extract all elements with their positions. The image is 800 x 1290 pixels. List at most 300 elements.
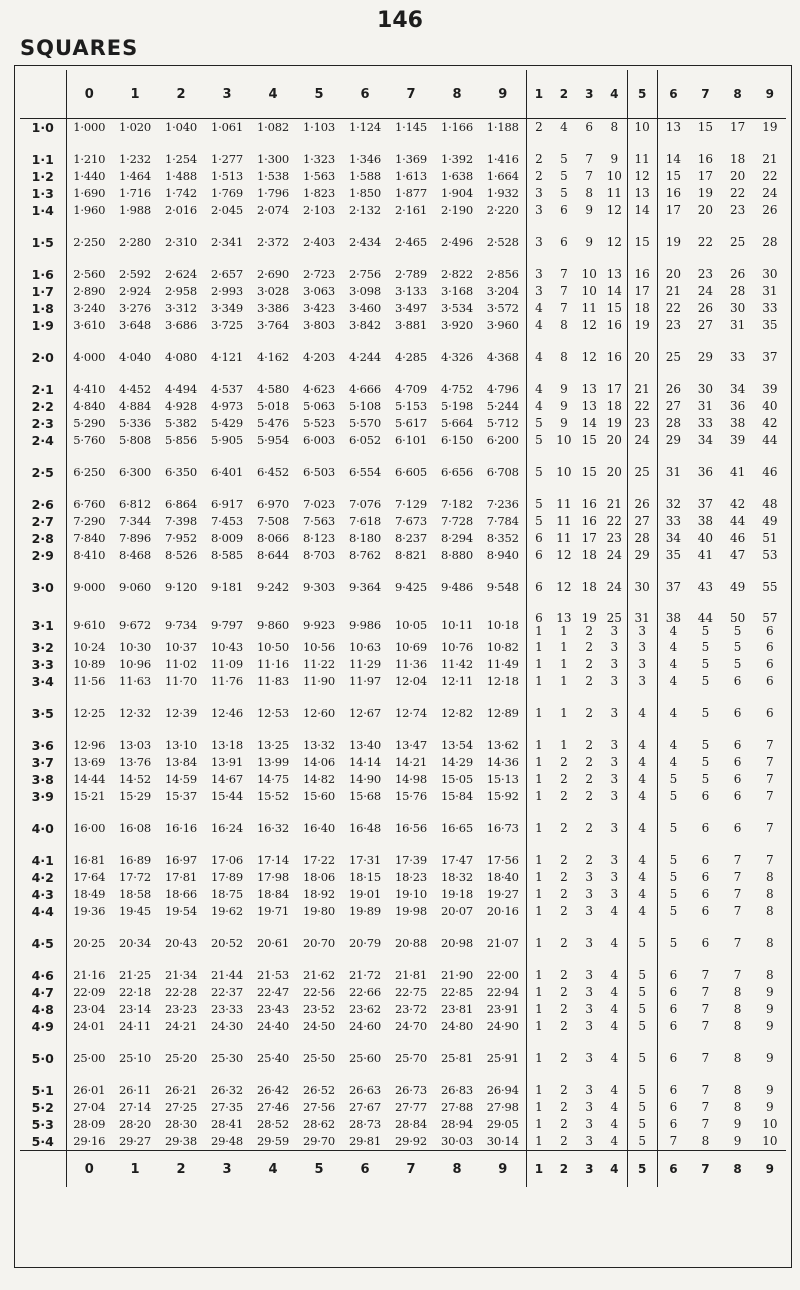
- mean-difference: 26: [762, 203, 778, 217]
- mean-difference: 1: [535, 1051, 543, 1065]
- mean-difference: 5: [627, 967, 657, 984]
- row-spacer: [20, 251, 786, 266]
- square-value: 7·896: [119, 531, 151, 545]
- mean-difference: 16: [581, 497, 597, 511]
- mean-difference: 1: [560, 674, 568, 688]
- mean-difference: 2: [560, 904, 568, 918]
- mean-difference: 5: [560, 152, 568, 166]
- square-value: 8·009: [211, 531, 243, 545]
- square-value: 26·11: [119, 1083, 151, 1097]
- header-col-6: 6: [342, 70, 388, 119]
- mean-difference: 41: [729, 465, 746, 479]
- mean-difference: 26: [729, 267, 746, 281]
- square-value: 28·94: [441, 1117, 473, 1131]
- square-value: 15·76: [395, 789, 427, 803]
- square-value: 6·503: [303, 465, 335, 479]
- square-value: 14·44: [73, 772, 106, 786]
- square-value: 21·25: [119, 968, 151, 982]
- square-value: 10·30: [119, 640, 151, 654]
- mean-difference: 9: [733, 1134, 742, 1148]
- mean-difference: 4: [560, 120, 568, 134]
- square-value: 10·43: [211, 640, 243, 654]
- mean-difference: 1: [535, 968, 543, 982]
- footer-diff-col-4: 4: [602, 1151, 627, 1188]
- square-value: 4·494: [165, 382, 197, 396]
- square-value: 17·81: [165, 870, 197, 884]
- mean-difference: 3: [602, 788, 627, 805]
- mean-difference: 5: [733, 657, 742, 671]
- mean-difference: 4: [535, 382, 543, 396]
- mean-difference: 4: [627, 754, 657, 771]
- square-value: 29·81: [349, 1134, 381, 1148]
- square-value-lower: 10·18: [486, 617, 519, 632]
- row-label: 2·2: [20, 398, 66, 415]
- mean-difference: 8: [733, 1019, 742, 1033]
- mean-difference: 3: [585, 1083, 594, 1097]
- square-value: 24·60: [349, 1019, 381, 1033]
- square-value: 17·64: [73, 870, 106, 884]
- mean-difference: 6: [701, 887, 710, 901]
- square-value: 29·38: [165, 1134, 197, 1148]
- square-value: 7·290: [73, 514, 106, 528]
- square-value: 14·36: [480, 754, 526, 771]
- header-col-2: 2: [158, 70, 204, 119]
- square-value: 5·617: [395, 416, 427, 430]
- mean-difference: 5: [701, 772, 710, 786]
- row-label: 3·9: [20, 788, 66, 805]
- square-value: 5·954: [257, 433, 289, 447]
- square-value: 13·18: [211, 738, 243, 752]
- table-row: [20, 234, 786, 251]
- mean-difference: 2: [585, 674, 594, 688]
- square-value: 28·41: [211, 1117, 243, 1131]
- mean-difference: 6: [766, 657, 774, 671]
- header-diff-col-3: 3: [577, 70, 602, 119]
- square-value: 16·73: [480, 820, 526, 837]
- mean-difference: 3: [585, 985, 594, 999]
- square-value: 12·32: [119, 706, 151, 720]
- square-value: 1·796: [257, 186, 289, 200]
- mean-difference: 6: [733, 706, 742, 720]
- mean-difference: 6: [669, 985, 678, 999]
- mean-difference: 4: [627, 820, 657, 837]
- table-row: [20, 984, 786, 1001]
- square-value: 25·30: [211, 1051, 243, 1065]
- square-value: 29·05: [480, 1116, 526, 1133]
- square-value: 8·940: [480, 547, 526, 564]
- mean-difference: 3: [627, 673, 657, 690]
- mean-difference: 14: [581, 416, 597, 430]
- mean-difference: 30: [762, 267, 778, 281]
- square-value: 1·254: [165, 152, 197, 166]
- mean-difference: 44: [762, 433, 778, 447]
- mean-difference: 3: [602, 820, 627, 837]
- footer-col-0: 0: [66, 1151, 112, 1188]
- mean-difference: 4: [627, 903, 657, 920]
- square-value: 1·613: [395, 169, 427, 183]
- row-label: 4·6: [20, 967, 66, 984]
- square-value: 21·07: [480, 935, 526, 952]
- square-value: 4·537: [211, 382, 243, 396]
- row-spacer: [20, 219, 786, 234]
- square-value: 6·812: [119, 497, 151, 511]
- table-row: [20, 967, 786, 984]
- square-value: 24·80: [441, 1019, 473, 1033]
- square-value: 4·244: [349, 350, 381, 364]
- square-value: 26·32: [211, 1083, 243, 1097]
- square-value: 19·71: [257, 904, 289, 918]
- mean-difference: 5: [627, 1133, 657, 1151]
- square-value: 19·36: [73, 904, 106, 918]
- square-value: 17·72: [119, 870, 151, 884]
- mean-difference: 3: [627, 656, 657, 673]
- square-value: 2·403: [303, 235, 335, 249]
- mean-difference: 17: [602, 381, 627, 398]
- mean-difference: 7: [733, 887, 742, 901]
- mean-difference: 12: [556, 580, 572, 594]
- square-value: 11·97: [349, 674, 381, 688]
- square-value: 5·018: [257, 399, 289, 413]
- row-spacer: [20, 837, 786, 852]
- row-label: 2·5: [20, 464, 66, 481]
- square-value: 18·58: [119, 887, 151, 901]
- mean-difference: 2: [585, 640, 594, 654]
- square-value: 5·198: [441, 399, 473, 413]
- square-value: 27·25: [165, 1100, 197, 1114]
- row-label: 1·1: [20, 151, 66, 168]
- mean-difference: 5: [627, 1050, 657, 1067]
- mean-difference: 17: [665, 203, 682, 217]
- square-value: 15·29: [119, 789, 151, 803]
- mean-difference: 19: [665, 235, 682, 249]
- square-value: 8·468: [119, 548, 151, 562]
- page-title: SQUARES: [20, 36, 139, 60]
- mean-difference: 3: [602, 705, 627, 722]
- mean-difference: 35: [665, 548, 682, 562]
- square-value: 18·15: [349, 870, 381, 884]
- square-value: 17·39: [395, 853, 427, 867]
- square-value: 1·416: [480, 151, 526, 168]
- header-col-7: 7: [388, 70, 434, 119]
- square-value: 1·488: [165, 169, 197, 183]
- mean-difference: 4: [627, 771, 657, 788]
- square-value: 1·277: [211, 152, 243, 166]
- square-value: [158, 611, 204, 639]
- footer-col-6: 6: [342, 1151, 388, 1188]
- square-value: 10·37: [165, 640, 197, 654]
- square-value: 26·83: [441, 1083, 473, 1097]
- square-value: 4·580: [257, 382, 289, 396]
- square-value: 26·94: [480, 1082, 526, 1099]
- square-value: 2·161: [395, 203, 427, 217]
- page-number: 146: [377, 8, 423, 33]
- square-value: 16·48: [349, 821, 381, 835]
- mean-difference: 20: [602, 432, 627, 449]
- mean-difference: 12: [581, 350, 597, 364]
- square-value: 16·40: [303, 821, 335, 835]
- mean-difference: 7: [560, 301, 568, 315]
- square-value: 6·605: [395, 465, 427, 479]
- square-value: 1·538: [257, 169, 289, 183]
- square-value: 2·958: [165, 284, 197, 298]
- square-value: 18·84: [257, 887, 289, 901]
- square-value: 27·46: [257, 1100, 289, 1114]
- square-value: 17·89: [211, 870, 243, 884]
- square-value-upper: 9·860: [257, 617, 289, 632]
- square-value: 4·410: [73, 382, 106, 396]
- mean-difference: 8: [766, 936, 774, 950]
- square-value: 13·69: [73, 755, 106, 769]
- mean-difference: 5: [701, 738, 710, 752]
- square-value: 2·465: [395, 235, 427, 249]
- square-value: 1·124: [349, 120, 381, 134]
- mean-difference: 20: [602, 464, 627, 481]
- mean-difference: 21: [627, 381, 657, 398]
- mean-difference: 7: [766, 853, 774, 867]
- mean-difference: 17: [729, 120, 746, 134]
- mean-difference: 38: [697, 514, 714, 528]
- square-value: 5·760: [73, 433, 106, 447]
- mean-difference: 22: [697, 235, 714, 249]
- square-value: 16·89: [119, 853, 151, 867]
- square-value: 2·822: [441, 267, 473, 281]
- table-row: [20, 168, 786, 185]
- mean-difference: 6: [669, 1002, 678, 1016]
- mean-difference: 7: [733, 904, 742, 918]
- square-value: 15·21: [73, 789, 106, 803]
- mean-difference: 4: [602, 1018, 627, 1035]
- square-value: 6·101: [395, 433, 427, 447]
- square-value: 28·09: [73, 1117, 106, 1131]
- row-spacer: [20, 366, 786, 381]
- mean-difference: 36: [729, 399, 746, 413]
- row-spacer: [20, 920, 786, 935]
- square-value: 10·96: [119, 657, 151, 671]
- square-value: 14·90: [349, 772, 381, 786]
- mean-difference: 6: [733, 738, 742, 752]
- mean-difference: 1: [535, 772, 543, 786]
- mean-difference: 8: [766, 968, 774, 982]
- square-value: 5·290: [73, 416, 106, 430]
- mean-difference: 3: [585, 1100, 594, 1114]
- footer-col-4: 4: [250, 1151, 296, 1188]
- square-value: 11·22: [303, 657, 335, 671]
- square-value: 9·548: [480, 579, 526, 596]
- mean-difference: 7: [560, 284, 568, 298]
- square-value: 8·880: [441, 548, 473, 562]
- mean-difference: 6: [701, 789, 710, 803]
- mean-difference: 1: [535, 1002, 543, 1016]
- mean-difference: 18: [581, 548, 597, 562]
- square-value: 22·37: [211, 985, 243, 999]
- square-value: 11·49: [480, 656, 526, 673]
- mean-difference: 8: [701, 1134, 710, 1148]
- mean-difference: 7: [733, 870, 742, 884]
- mean-difference: 5: [627, 1018, 657, 1035]
- square-value: 4·121: [211, 350, 243, 364]
- square-value: 7·398: [165, 514, 197, 528]
- square-value: 7·453: [211, 514, 243, 528]
- square-value: [342, 611, 388, 639]
- square-value: 9·060: [119, 580, 151, 594]
- mean-difference: 5: [669, 870, 678, 884]
- square-value: 17·98: [257, 870, 289, 884]
- square-value: 1·166: [441, 120, 473, 134]
- square-value: 2·220: [480, 202, 526, 219]
- square-value: 16·24: [211, 821, 243, 835]
- mean-difference: 38: [729, 416, 746, 430]
- mean-difference: 41: [697, 548, 714, 562]
- mean-difference: 19: [762, 120, 778, 134]
- mean-difference: 24: [762, 186, 778, 200]
- mean-difference: 1: [535, 1083, 543, 1097]
- mean-difference: 6: [701, 821, 710, 835]
- table-row: [20, 349, 786, 366]
- square-value: 6·917: [211, 497, 243, 511]
- table-row: [20, 547, 786, 564]
- mean-difference: 37: [762, 350, 778, 364]
- square-value: 19·10: [395, 887, 427, 901]
- square-value: 3·276: [119, 301, 151, 315]
- square-value: 22·00: [480, 967, 526, 984]
- mean-difference: 12: [602, 234, 627, 251]
- square-value: 27·14: [119, 1100, 151, 1114]
- square-value: 6·250: [73, 465, 106, 479]
- square-value: 11·76: [211, 674, 243, 688]
- square-value: 27·98: [480, 1099, 526, 1116]
- mean-difference: 2: [585, 853, 594, 867]
- mean-difference: 28: [627, 530, 657, 547]
- square-value: 14·59: [165, 772, 197, 786]
- mean-difference: 10: [581, 267, 597, 281]
- mean-difference: 5: [669, 821, 678, 835]
- table-header: [20, 70, 786, 119]
- mean-difference: 2: [560, 968, 568, 982]
- square-value: 7·673: [395, 514, 427, 528]
- square-value: 6·708: [480, 464, 526, 481]
- mean-difference: 24: [602, 547, 627, 564]
- square-value: 3·063: [303, 284, 335, 298]
- mean-difference: 33: [762, 301, 778, 315]
- square-value: 12·18: [480, 673, 526, 690]
- square-value: 18·75: [211, 887, 243, 901]
- square-value: 20·98: [441, 936, 473, 950]
- square-value: 20·70: [303, 936, 335, 950]
- mean-difference: 3: [602, 754, 627, 771]
- mean-difference: 16: [602, 317, 627, 334]
- square-value: 12·82: [441, 706, 473, 720]
- table-row: [20, 119, 786, 137]
- mean-difference: 1: [535, 674, 543, 688]
- square-value: 24·90: [480, 1018, 526, 1035]
- square-value-upper: 9·923: [303, 617, 335, 632]
- mean-difference: 24: [697, 284, 714, 298]
- square-value: 25·20: [165, 1051, 197, 1065]
- square-value: 16·16: [165, 821, 197, 835]
- square-value: 1·716: [119, 186, 151, 200]
- row-label: 1·3: [20, 185, 66, 202]
- square-value: 18·06: [303, 870, 335, 884]
- square-value: 7·129: [395, 497, 427, 511]
- square-value: 4·326: [441, 350, 473, 364]
- mean-difference: 9: [585, 203, 594, 217]
- mean-difference: 34: [697, 433, 714, 447]
- table-row: [20, 886, 786, 903]
- square-value: 6·452: [257, 465, 289, 479]
- square-value: 1·346: [349, 152, 381, 166]
- square-value: 9·000: [73, 580, 106, 594]
- table-row: [20, 754, 786, 771]
- square-value: 1·513: [211, 169, 243, 183]
- mean-difference: 7: [766, 772, 774, 786]
- square-value: 18·92: [303, 887, 335, 901]
- square-value: 10·56: [303, 640, 335, 654]
- square-value: 18·40: [480, 869, 526, 886]
- table-row: [20, 705, 786, 722]
- mean-difference: 31: [665, 465, 682, 479]
- square-value: 3·240: [73, 301, 106, 315]
- square-value: 8·762: [349, 548, 381, 562]
- mean-difference: 3: [585, 887, 594, 901]
- square-value: 19·62: [211, 904, 243, 918]
- mean-difference: 3: [602, 852, 627, 869]
- mean-difference: 27: [627, 513, 657, 530]
- header-corner: [20, 70, 66, 119]
- table-row: [20, 1082, 786, 1099]
- square-value: 19·98: [395, 904, 427, 918]
- mean-difference: 5: [669, 853, 678, 867]
- square-value: 15·68: [349, 789, 381, 803]
- header-col-4: 4: [250, 70, 296, 119]
- mean-difference: 17: [581, 531, 597, 545]
- mean-difference: 2: [560, 887, 568, 901]
- mean-difference: 6: [669, 1083, 678, 1097]
- square-value: 7·728: [441, 514, 473, 528]
- square-value: 4·840: [73, 399, 106, 413]
- square-value: 16·56: [395, 821, 427, 835]
- square-value: 1·563: [303, 169, 335, 183]
- square-value: 29·59: [257, 1134, 289, 1148]
- square-value: 7·618: [349, 514, 381, 528]
- square-value: 27·67: [349, 1100, 381, 1114]
- mean-difference: 11: [627, 151, 657, 168]
- square-value: 15·84: [441, 789, 473, 803]
- mean-difference: 6: [701, 870, 710, 884]
- square-value: 26·21: [165, 1083, 197, 1097]
- square-value: 15·44: [211, 789, 243, 803]
- square-value: 28·73: [349, 1117, 381, 1131]
- row-label: 3·3: [20, 656, 66, 673]
- square-value: 3·423: [303, 301, 335, 315]
- mean-difference: 22: [627, 398, 657, 415]
- table-row: [20, 673, 786, 690]
- mean-difference: 1: [560, 738, 568, 752]
- square-value: 14·98: [395, 772, 427, 786]
- mean-difference: 6: [733, 821, 742, 835]
- mean-difference: 8: [733, 985, 742, 999]
- row-label: 2·8: [20, 530, 66, 547]
- square-value: 13·91: [211, 755, 243, 769]
- mean-difference: 6: [669, 1051, 678, 1065]
- mean-difference: 2: [560, 1002, 568, 1016]
- mean-difference: 7: [701, 1117, 710, 1131]
- square-value: 2·190: [441, 203, 473, 217]
- row-label: 2·3: [20, 415, 66, 432]
- mean-difference: 20: [729, 169, 746, 183]
- mean-difference: 30: [729, 301, 746, 315]
- mean-difference: 18: [627, 300, 657, 317]
- square-value: 1·440: [73, 169, 106, 183]
